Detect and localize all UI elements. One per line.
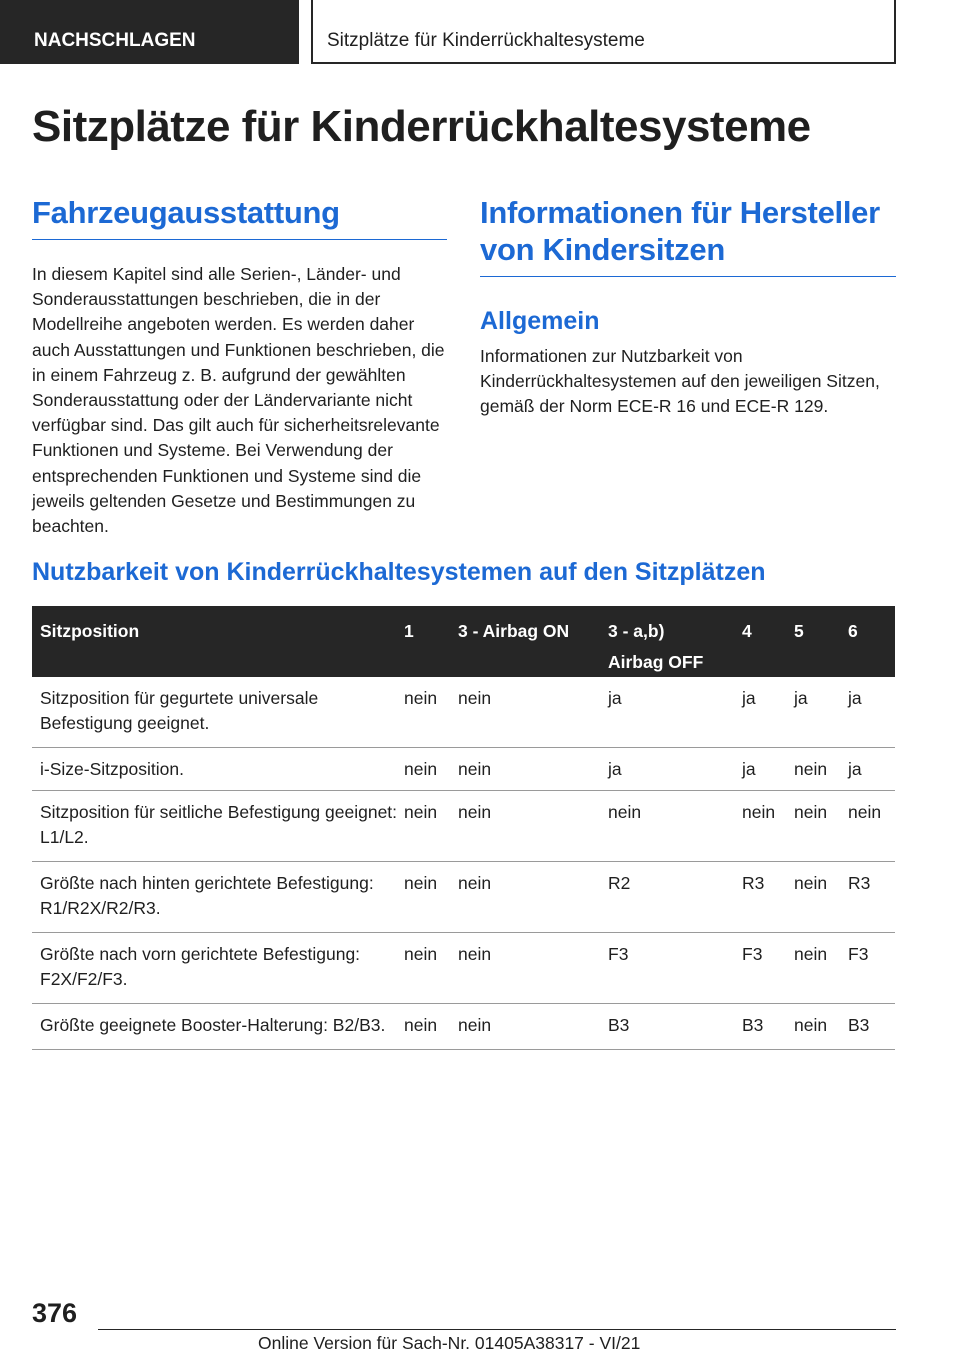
table-cell: nein (404, 873, 438, 893)
row-label: i-Size-Sitzposition. (40, 759, 184, 779)
table-row (32, 791, 895, 862)
table-cell: ja (608, 759, 622, 779)
table-cell: nein (458, 873, 492, 893)
table-row (32, 677, 895, 748)
header-cell: 6 (848, 621, 858, 641)
header-cell-line: 3 - a,b) (608, 621, 665, 641)
table-cell: nein (458, 802, 492, 822)
heading-fahrzeugausstattung: Fahrzeugausstattung (32, 195, 340, 230)
table-row (32, 748, 895, 791)
table-header-row (32, 606, 895, 677)
table-cell: nein (404, 759, 438, 779)
table-row (32, 862, 895, 933)
table-cell: ja (742, 688, 756, 708)
header-cell: 5 (794, 621, 804, 641)
subheading-allgemein: Allgemein (480, 307, 600, 335)
left-column (32, 194, 447, 539)
table-cell: ja (742, 759, 756, 779)
header-cell: Sitzposition (40, 621, 140, 641)
header-cell-airbag-off (608, 606, 742, 677)
table-cell: ja (608, 688, 622, 708)
usability-table (32, 606, 895, 1050)
chapter-tab (311, 0, 896, 64)
table-title: Nutzbarkeit von Kinderrückhaltesystemen auf den Sitzplätzen (32, 558, 766, 586)
table-cell: nein (794, 759, 828, 779)
table-cell: B3 (742, 1015, 764, 1035)
header-cell: 1 (404, 621, 414, 641)
heading-informationen: Informationen für Hersteller von Kindersitzen (480, 195, 880, 267)
heading-rule (480, 276, 896, 277)
chapter-label: Sitzplätze für Kinderrückhaltesysteme (327, 30, 645, 51)
table-cell: nein (404, 944, 438, 964)
right-column (480, 194, 896, 420)
table-cell: B3 (848, 1015, 870, 1035)
footer-version-text: Online Version für Sach-Nr. 01405A38317 - VI/21 (258, 1333, 641, 1353)
table-cell: nein (458, 1015, 492, 1035)
table-cell: F3 (848, 944, 869, 964)
table-cell: B3 (608, 1015, 630, 1035)
table-cell: nein (404, 802, 438, 822)
table-cell: nein (608, 802, 642, 822)
table-cell: nein (404, 688, 438, 708)
header-cell: 4 (742, 621, 752, 641)
table-cell: nein (458, 759, 492, 779)
table-row (32, 1004, 895, 1050)
header-cell: 3 - Airbag ON (458, 621, 570, 641)
table-cell: ja (794, 688, 808, 708)
table-cell: F3 (742, 944, 763, 964)
table-cell: nein (458, 688, 492, 708)
table-cell: nein (794, 1015, 828, 1035)
page-title: Sitzplätze für Kinderrückhaltesysteme (32, 102, 811, 151)
table-cell: R3 (742, 873, 765, 893)
table-row (32, 933, 895, 1004)
row-label: Größte nach vorn gerichtete Befestigung: F2X/F2/F3. (40, 944, 361, 989)
section-label: NACHSCHLAGEN (34, 30, 196, 51)
table-cell: nein (848, 802, 882, 822)
table-cell: nein (404, 1015, 438, 1035)
table-cell: ja (848, 688, 862, 708)
row-label: Größte nach hinten gerichtete Befestigung: R1/R2X/R2/R3. (40, 873, 374, 918)
table-cell: nein (794, 944, 828, 964)
table-cell: nein (742, 802, 776, 822)
paragraph-allgemein: Informationen zur Nutzbarkeit von Kinderrückhaltesystemen auf den jeweiligen Sitzen, gemäß der Norm ECE-R 16 und ECE-R 129. (480, 346, 880, 417)
table-cell: R3 (848, 873, 871, 893)
row-label: Größte geeignete Booster-Halterung: B2/B3. (40, 1015, 386, 1035)
row-label: Sitzposition für gegurtete universale Befestigung geeignet. (40, 688, 319, 733)
table-cell: nein (794, 873, 828, 893)
paragraph-fahrzeugausstattung: In diesem Kapitel sind alle Serien-, Länder- und Sonderausstattungen beschrieben, die in der Modellreihe angeboten werden. Es werden daher auch Ausstattungen und Funktionen beschrieben, die in einem Fahrzeug z. B. aufgrund der gewählten Sonderausstattung oder der Ländervariante nicht verfügbar sind. Das gilt auch für sicherheitsrelevante Funktionen und Systeme. Bei Verwendung der entsprechenden Funktionen und Systeme sind die jeweils geltenden Gesetze und Bestimmungen zu beachten. (32, 264, 445, 537)
section-tab (0, 0, 299, 64)
table-cell: nein (458, 944, 492, 964)
table-cell: F3 (608, 944, 629, 964)
table-cell: R2 (608, 873, 631, 893)
heading-rule (32, 239, 447, 240)
page-number: 376 (32, 1298, 78, 1328)
table-cell: nein (794, 802, 828, 822)
table-cell: ja (848, 759, 862, 779)
footer-divider (98, 1329, 896, 1330)
header-cell-line: Airbag OFF (608, 652, 704, 672)
row-label: Sitzposition für seitliche Befestigung geeignet: L1/L2. (40, 802, 398, 847)
